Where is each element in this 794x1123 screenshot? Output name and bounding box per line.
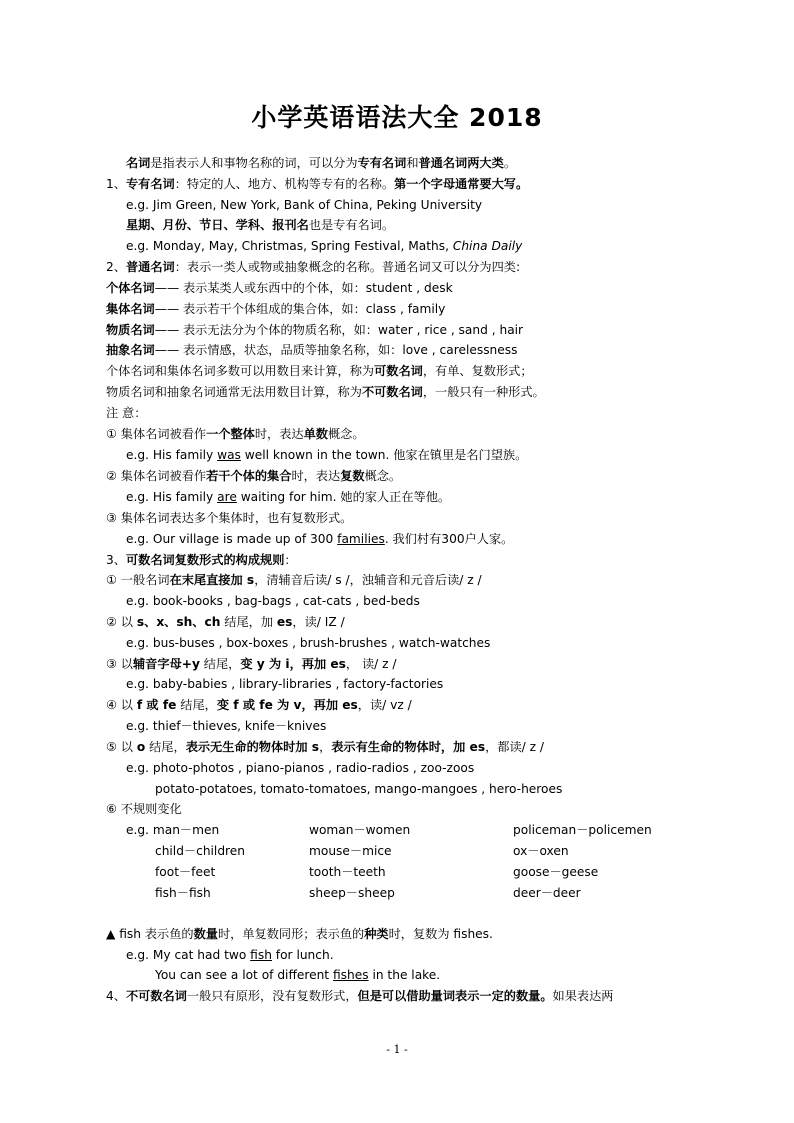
text-span: ，有单、复数形式；: [422, 364, 533, 378]
text-span: ，一般只有一种形式。: [422, 385, 545, 399]
text-span: 3、: [106, 553, 126, 567]
bold-text: o: [136, 740, 146, 754]
text-span: ② 以: [106, 615, 137, 629]
bold-text: 变 f 或 fe 为 v，再加 es: [216, 698, 358, 712]
text-span: 。: [503, 156, 516, 170]
text-span: ， 读/ z /: [345, 657, 397, 671]
text-span: 物质名词和抽象名词通常无法用数目计算，称为: [106, 385, 362, 399]
text-span: ：表示一类人或物或抽象概念的名称。普通名词又可以分为四类:: [174, 260, 521, 274]
text-span: in the lake.: [368, 968, 441, 982]
text-span: ② 集体名词被看作: [106, 469, 207, 483]
bold-text: 第一个字母通常要大写。: [394, 177, 529, 191]
text-line: [126, 154, 516, 172]
text-line: [106, 362, 533, 380]
text-span: ，读/ IZ /: [292, 615, 345, 629]
text-span: ① 一般名词: [106, 573, 170, 587]
text-line: [106, 696, 412, 714]
text-span: 时，单复数同形；表示鱼的: [218, 927, 365, 941]
text-line: [106, 175, 528, 193]
page-number: - 1 -: [386, 1043, 408, 1056]
underlined-text: fishes: [332, 968, 369, 982]
text-line: [106, 800, 182, 818]
irregular-plural-cell: tooth－teeth: [309, 865, 386, 879]
bold-text: 专有名词: [125, 177, 175, 191]
bold-text: 物质名词: [106, 323, 155, 337]
text-span: 是指表示人和事物名称的词，可以分为: [150, 156, 358, 170]
text-line: [106, 987, 613, 1005]
text-line: [106, 341, 517, 359]
text-span: . 我们村有300户人家。: [384, 532, 514, 546]
irregular-plural-cell: foot－feet: [155, 865, 216, 879]
text-span: You can see a lot of different: [155, 968, 333, 982]
text-span: —— 表示若干个体组成的集合体，如：class , family: [154, 302, 446, 316]
bold-text: s、x、sh、ch: [136, 615, 221, 629]
text-span: ：特定的人、地方、机构等专有的名称。: [174, 177, 395, 191]
text-span: 概念。: [364, 469, 402, 483]
text-span: ，清辅音后读/ s /，浊辅音和元音后读/ z /: [254, 573, 482, 587]
text-span: ③ 以: [106, 657, 133, 671]
text-span: 时，表达: [291, 469, 341, 483]
text-line: [126, 592, 420, 610]
irregular-plural-cell: sheep－sheep: [309, 886, 395, 900]
text-span: ⑥ 不规则变化: [106, 802, 182, 816]
text-span: e.g. His family: [126, 448, 218, 462]
bold-text: 星期、月份、节日、学科、报刊名: [126, 218, 309, 232]
text-line: [106, 258, 520, 276]
bold-text: 辅音字母+y: [133, 657, 200, 671]
text-span: e.g. My cat had two: [126, 948, 251, 962]
text-line: [155, 780, 562, 798]
text-span: 结尾，: [145, 740, 186, 754]
bold-text: es: [276, 615, 293, 629]
bold-text: 数量: [193, 927, 218, 941]
underlined-text: are: [217, 490, 237, 504]
irregular-plural-cell: policeman－policemen: [513, 823, 652, 837]
text-line: [126, 717, 326, 735]
underlined-text: families: [337, 532, 385, 546]
text-span: 如果表达两: [552, 989, 614, 1003]
text-line: [106, 300, 445, 318]
text-line: [126, 488, 450, 506]
bold-text: 种类: [364, 927, 389, 941]
bold-text: 表示有生命的物体时，加 es: [331, 740, 486, 754]
bold-text: 抽象名词: [106, 343, 155, 357]
irregular-plural-cell: woman－women: [309, 823, 411, 837]
text-span: potato-potatoes, tomato-tomatoes, mango-mangoes , hero-heroes: [155, 782, 563, 796]
irregular-plural-cell: ox－oxen: [513, 844, 569, 858]
bold-text: 一个整体: [206, 427, 255, 441]
text-line: [126, 946, 334, 964]
italic-text: China Daily: [452, 239, 523, 253]
text-span: —— 表示无法分为个体的物质名称，如：water , rice , sand , hair: [154, 323, 524, 337]
bold-text: 若干个体的集合: [206, 469, 292, 483]
text-span: 结尾，: [176, 698, 217, 712]
text-span: ，读/ vz /: [357, 698, 412, 712]
irregular-plural-cell: e.g. man－men: [126, 823, 220, 837]
bold-text: 不可数名词: [361, 385, 423, 399]
bold-text: 普通名词: [125, 260, 175, 274]
text-line: [106, 551, 297, 569]
text-span: ▲ fish 表示鱼的: [106, 927, 194, 941]
text-line: [106, 279, 453, 297]
text-span: 概念。: [328, 427, 365, 441]
text-span: e.g. Monday, May, Christmas, Spring Festival, Maths,: [126, 239, 453, 253]
text-span: 时，表达: [254, 427, 304, 441]
text-line: [106, 425, 365, 443]
text-line: [126, 634, 490, 652]
text-span: ⑤ 以: [106, 740, 137, 754]
text-span: 和: [406, 156, 419, 170]
bold-text: 可数名词复数形式的构成规则: [125, 553, 285, 567]
text-span: ③ 集体名词表达多个集体时，也有复数形式。: [106, 511, 353, 525]
text-line: [126, 446, 527, 464]
text-span: ：: [284, 553, 297, 567]
text-line: [126, 196, 482, 214]
text-line: [106, 509, 352, 527]
text-span: ，: [319, 740, 332, 754]
text-span: 1、: [106, 177, 126, 191]
text-span: ④ 以: [106, 698, 137, 712]
irregular-plural-cell: mouse－mice: [309, 844, 392, 858]
irregular-plural-cell: fish－fish: [155, 886, 211, 900]
text-line: [106, 467, 401, 485]
text-line: [106, 738, 544, 756]
page-title: 小学英语语法大全 2018: [251, 103, 543, 132]
bold-text: 单数: [303, 427, 328, 441]
text-span: waiting for him. 她的家人正在等他。: [236, 490, 451, 504]
text-line: [126, 530, 513, 548]
irregular-plural-cell: child－children: [155, 844, 246, 858]
text-span: 结尾，: [199, 657, 241, 671]
text-span: e.g. Our village is made up of 300: [126, 532, 338, 546]
text-span: well known in the town. 他家在镇里是名门望族。: [240, 448, 528, 462]
text-span: e.g. His family: [126, 490, 218, 504]
text-line: [106, 321, 523, 339]
text-line: [106, 383, 545, 401]
underlined-text: fish: [250, 948, 272, 962]
bold-text: 名词: [126, 156, 151, 170]
bold-text: 个体名词: [106, 281, 155, 295]
bold-text: 专有名词: [357, 156, 407, 170]
text-span: 一般只有原形，没有复数形式，: [186, 989, 358, 1003]
text-line: [126, 759, 474, 777]
text-span: e.g. book-books , bag-bags , cat-cats , bed-beds: [126, 594, 420, 608]
bold-text: 在末尾直接加 s: [169, 573, 255, 587]
text-line: [106, 655, 397, 673]
bold-text: 表示无生命的物体时加 s: [185, 740, 320, 754]
text-span: —— 表示情感，状态，品质等抽象名称，如：love , carelessness: [154, 343, 518, 357]
text-span: e.g. Jim Green, New York, Bank of China, Peking University: [126, 198, 483, 212]
text-span: ① 集体名词被看作: [106, 427, 207, 441]
bold-text: f 或 fe: [136, 698, 177, 712]
text-line: [126, 237, 522, 255]
text-span: e.g. thief－thieves, knife－knives: [126, 719, 327, 733]
bold-text: 但是可以借助量词表示一定的数量。: [357, 989, 553, 1003]
text-line: [106, 404, 146, 422]
text-span: 2、: [106, 260, 126, 274]
irregular-plural-cell: deer－deer: [513, 886, 581, 900]
text-span: 个体名词和集体名词多数可以用数目来计算，称为: [106, 364, 375, 378]
text-line: [106, 925, 493, 943]
text-line: [126, 216, 394, 234]
text-span: —— 表示某类人或东西中的个体，如：student , desk: [154, 281, 453, 295]
text-span: 注 意：: [106, 406, 147, 420]
bold-text: 复数: [340, 469, 365, 483]
text-span: e.g. baby-babies , library-libraries , factory-factories: [126, 677, 444, 691]
text-span: e.g. photo-photos , piano-pianos , radio-radios , zoo-zoos: [126, 761, 475, 775]
bold-text: 变 y 为 i，再加 es: [240, 657, 346, 671]
bold-text: 普通名词两大类: [418, 156, 504, 170]
text-line: [106, 613, 345, 631]
irregular-plural-cell: goose－geese: [513, 865, 599, 879]
text-span: 也是专有名词。: [308, 218, 395, 232]
text-span: 结尾，加: [220, 615, 277, 629]
text-span: 4、: [106, 989, 126, 1003]
text-line: [106, 571, 482, 589]
bold-text: 不可数名词: [125, 989, 187, 1003]
bold-text: 集体名词: [106, 302, 155, 316]
text-span: ，都读/ z /: [485, 740, 544, 754]
text-span: e.g. bus-buses , box-boxes , brush-brushes , watch-watches: [126, 636, 491, 650]
text-line: [155, 966, 440, 984]
text-span: 时，复数为 fishes.: [388, 927, 493, 941]
text-span: for lunch.: [271, 948, 334, 962]
text-line: [126, 675, 443, 693]
underlined-text: was: [217, 448, 241, 462]
bold-text: 可数名词: [374, 364, 423, 378]
